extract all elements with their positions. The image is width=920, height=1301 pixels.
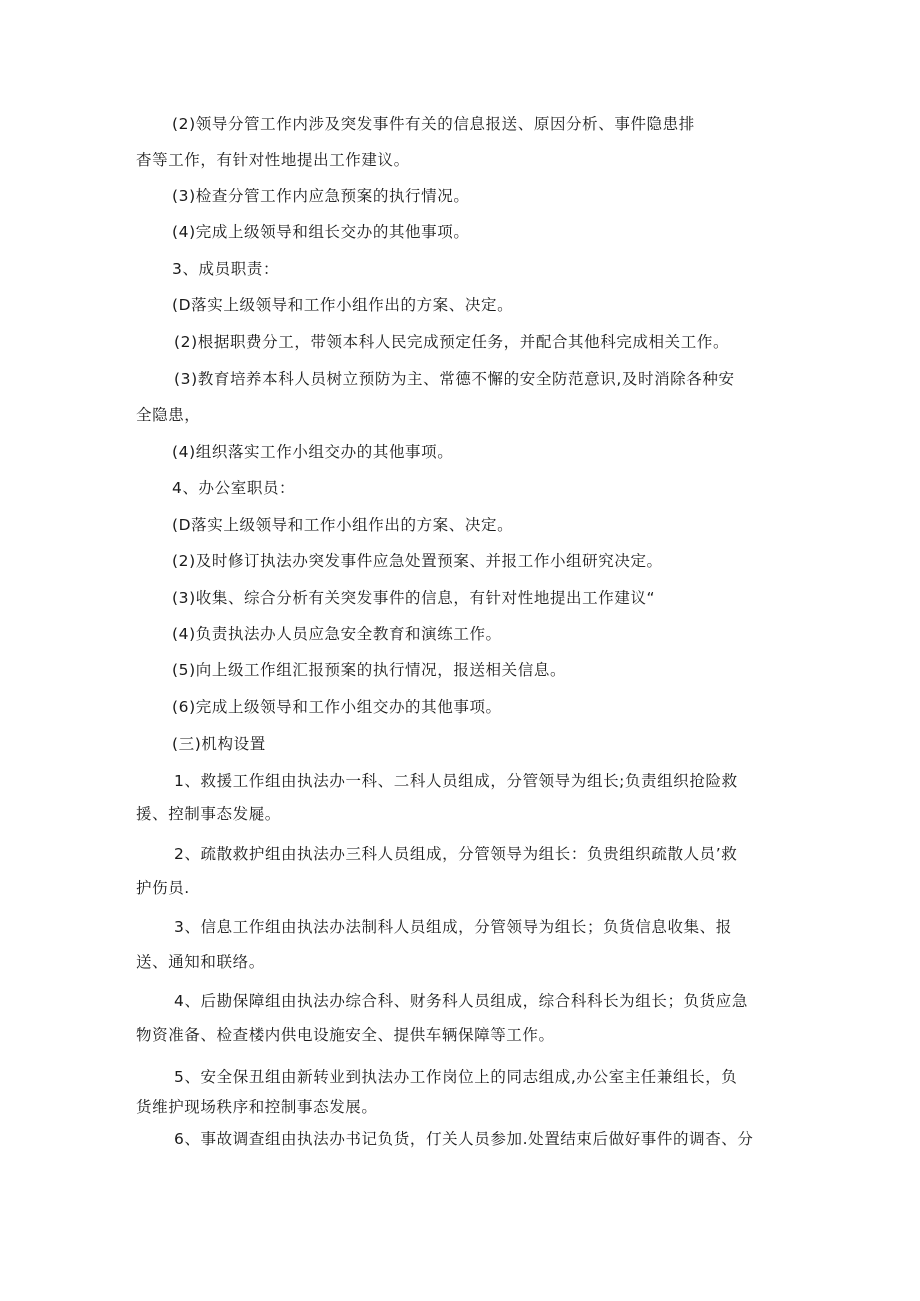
text-line: 护伤员. <box>136 879 190 897</box>
text-line: (2)根据职费分工，带领本科人民完成预定任务，并配合其他科完成相关工作。 <box>174 333 730 351</box>
text-line: 2、疏散救护组由执法办三科人员组成，分管领导为组长：负贵组织疏散人员’救 <box>174 845 738 863</box>
text-line: (2)领导分管工作内涉及突发事件有关的信息报送、原因分析、事件隐患排 <box>172 115 695 133</box>
text-line: 1、救援工作组由执法办一科、二科人员组成，分管领导为组长;负责组织抢险救 <box>174 772 738 790</box>
text-line: (4)完成上级领导和组长交办的其他事项。 <box>172 223 470 241</box>
section-heading: 4、办公室职员： <box>172 479 296 497</box>
text-line: 送、通知和联络。 <box>136 953 265 971</box>
section-heading: 3、成员职责： <box>172 260 280 278</box>
section-heading: (三)机构设置 <box>172 735 266 753</box>
text-line: (4)负责执法办人员应急安全教育和演练工作。 <box>172 625 502 643</box>
text-line: (4)组织落实工作小组交办的其他事项。 <box>172 443 454 461</box>
text-line: 4、后勘保障组由执法办综合科、财务科人员组成，综合科科长为组长；负货应急 <box>174 992 748 1010</box>
text-line: 杳等工作，有针对性地提出工作建议。 <box>136 151 410 169</box>
text-line: (3)教育培养本科人员树立预防为主、常德不懈的安全防范意识,及时消除各种安 <box>174 370 735 388</box>
text-line: 援、控制事态发屣。 <box>136 805 281 823</box>
text-line: 6、事故调查组由执法办书记负货，仃关人员参加.处置结束后做好事件的调杳、分 <box>174 1130 754 1148</box>
text-line: (3)检查分管工作内应急预案的执行情况。 <box>172 187 470 205</box>
text-line: 全隐患， <box>136 406 201 424</box>
text-line: (2)及时修订执法办突发事件应急处置预案、并报工作小组研究决定。 <box>172 552 663 570</box>
text-line: (D落实上级领导和工作小组作出的方案、决定。 <box>172 296 514 314</box>
text-line: (6)完成上级领导和工作小组交办的其他事项。 <box>172 698 502 716</box>
text-line: 3、信息工作组由执法办法制科人员组成，分管领导为组长；负货信息收集、报 <box>174 918 732 936</box>
text-line: (D落实上级领导和工作小组作出的方案、决定。 <box>172 516 514 534</box>
text-line: 物资准备、检查楼内供电设施安全、提供车辆保障等工作。 <box>136 1026 555 1044</box>
text-line: 5、安全保丑组由新转业到执法办工作岗位上的同志组成,办公室主任兼组长，负 <box>174 1068 738 1086</box>
text-line: (5)向上级工作组汇报预案的执行情况，报送相关信息。 <box>172 661 567 679</box>
text-line: 货维护现场秩序和控制事态发展。 <box>136 1098 378 1116</box>
text-line: (3)收集、综合分析有关突发事件的信息，有针对性地提出工作建议“ <box>172 589 656 607</box>
